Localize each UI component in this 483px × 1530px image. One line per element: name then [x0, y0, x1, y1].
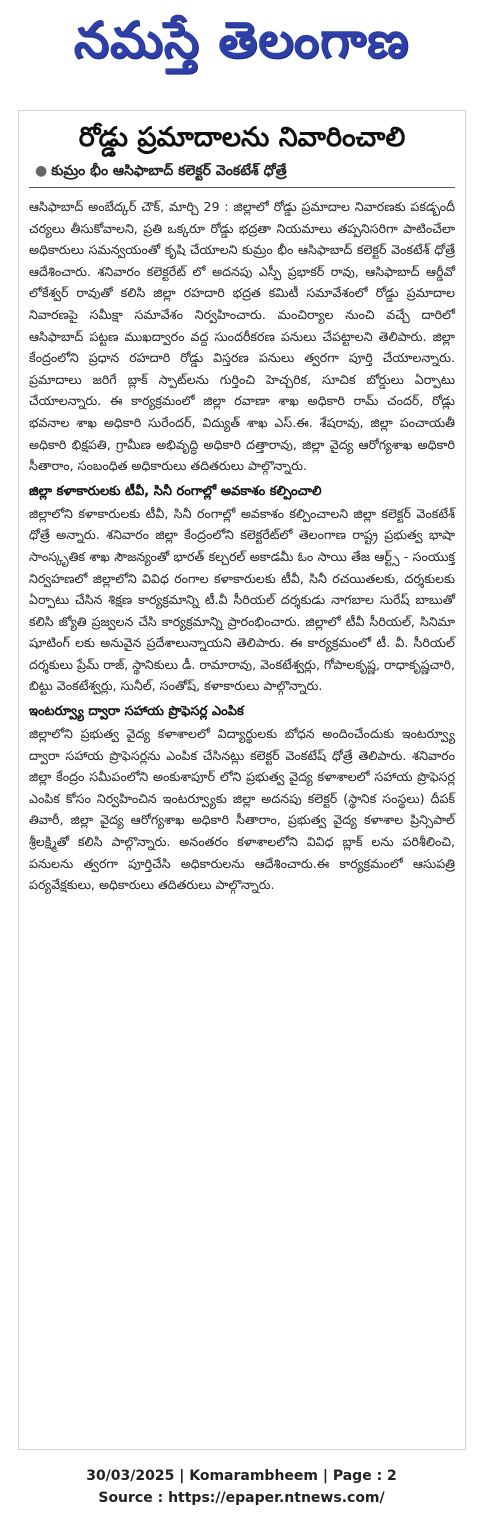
article-headline: రోడ్డు ప్రమాదాలను నివారించాలి — [78, 122, 406, 153]
bullet-icon: ● — [35, 163, 48, 179]
article-paragraph-2: జిల్లాలోని కళాకారులకు టీవీ, సినీ రంగాల్లో అవకాశం కల్పించాలని జిల్లా కలెక్టర్ వెంకటేశ్ ధోత్రే అన్నారు. శనివారం జిల్లా కేంద్రంలోని కలెక్టరేట్‌లో తెలంగాణ రాష్ట్ర ప్రభుత్వ భాషా సాంస్కృతిక శాఖ సౌజన్యంతో భారత్ కల్చరల్ అకాడమీ ఓం సాయి తేజ ఆర్ట్స్ - సంయుక్త నిర్వహణలో జిల్లాలోని వివిధ రంగాల కళాకారులకు టీవీ, సినీ రచయితలకు, దర్శకులకు ఏర్పాటు చేసిన శిక్షణ కార్యక్రమాన్ని టీ.వీ సీరియల్ దర్శకుడు నాగబాల సురేష్ బాబుతో కలిసి జ్యోతి ప్రజ్వలన చేసి కార్యక్రమాన్ని ప్రారంభించారు. జిల్లాలో టీవీ సీరియల్, సినిమా షూటింగ్ లకు అనువైన ప్రదేశాలున్నాయని తెలిపారు. ఈ కార్యక్రమంలో టీ. వీ. సీరియల్ దర్శకులు ప్రేమ్ రాజ్, స్థానికులు డీ. రామారావు, వెంకటేశ్వర్లు, గోపాలకృష్ణ, రాధాకృష్ణచారి, బిట్టు వెంకటేశ్వర్లు, సునీల్, సంతోష్, కళాకారులు పాల్గొన్నారు. — [29, 505, 455, 694]
article-paragraph-3: జిల్లాలోని ప్రభుత్వ వైద్య కళాశాలలో విద్యార్థులకు బోధన అందించేందుకు ఇంటర్వ్యూ ద్వారా సహాయ ప్రొఫెసర్లను ఎంపిక చేసినట్లు కలెక్టర్ వెంకటేష్ ధోత్రే తెలిపారు. శనివారం జిల్లా కేంద్రం సమీపంలోని అంకుశాపూర్ లోని ప్రభుత్వ వైద్య కళాశాలలో సహాయ ప్రొఫెసర్ల ఎంపిక కోసం నిర్వహించిన ఇంటర్వ్యూకు జిల్లా అదనపు కలెక్టర్ (స్థానిక సంస్థలు) దీపక్ తివారీ, జిల్లా వైద్య ఆరోగ్యశాఖ అధికారి సీతారాం, ప్రభుత్వ వైద్య కళాశాల ప్రిన్సిపాల్ శ్రీలక్ష్మితో కలిసి పాల్గొన్నారు. అనంతరం కళాశాలలోని వివిధ బ్లాక్ లను పరిశీలించి, పనులను త్వరగా పూర్తిచేసి అధికారులను ఆదేశించారు.ఈ కార్యక్రమంలో ఆసుపత్రి పర్యవేక్షకులు, అధికారులు తదితరులు పాల్గొన్నారు. — [29, 726, 455, 893]
masthead — [0, 0, 483, 92]
masthead-logo: నమస్తే తెలంగాణ — [73, 10, 410, 69]
article-paragraph-1: ఆసిఫాబాద్ అంబేద్కర్ చౌక్, మార్చి 29 : జిల్లాలో రోడ్డు ప్రమాదాల నివారణకు పకడ్బందీ చర్యలు తీసుకోవాలని, ప్రతి ఒక్కరూ రోడ్డు భద్రతా నియమాలు తప్పనిసరిగా పాటించేలా అధికారులు సమన్వయంతో కృషి చేయాలని కుమ్రం భీం ఆసిఫాబాద్ కలెక్టర్ వెంకటేశ్ ధోత్రే ఆదేశించారు. శనివారం కలెక్టరేట్ లో అదనపు ఎస్పీ ప్రభాకర్ రావు, ఆసిఫాబాద్ ఆర్డీవో లోకేశ్వర్ రావుతో కలిసి జిల్లా రహదారి భద్రత కమిటీ సమావేశంలో రోడ్డు ప్రమాదాల నివారణపై సమీక్షా సమావేశం నిర్వహించారు. మంచిర్యాల నుంచి వచ్చే దారిలో ఆసిఫాబాద్ పట్టణ ముఖద్వారం వద్ద సుందరీకరణ పనులు చేపట్టాలని తెలిపారు. జిల్లా కేంద్రంలోని ప్రధాన రహదారి రోడ్డు విస్తరణ పనులు త్వరగా పూర్తి చేయాలన్నారు. ప్రమాదాలు జరిగే బ్లాక్ స్పాట్‌లను గుర్తించి హెచ్చరిక, సూచిక బోర్డులు ఏర్పాటు చేయాలన్నారు. ఈ కార్యక్రమంలో జిల్లా రవాణా శాఖ అధికారి రామ్ చందర్, రోడ్లు భవనాల శాఖ అధికారి సురేందర్, విద్యుత్ శాఖ ఎస్.ఈ. శేషరావు, జిల్లా పంచాయతీ అధికారి భిక్షపతి, గ్రామీణ అభివృద్ధి అధికారి దత్తారావు, జిల్లా వైద్య ఆరోగ్యశాఖ అధికారి సీతారాం, సంబంధిత అధికారులు తదితరులు పాల్గొన్నారు. — [29, 199, 455, 474]
article-subhead — [35, 161, 465, 181]
footer-source: Source : https://epaper.ntnews.com/ — [98, 1490, 385, 1506]
news-clipping — [18, 110, 466, 1450]
section-title-tv-cinema: జిల్లా కళాకారులకు టీవీ, సినీ రంగాల్లో అవకాశం కల్పించాలి — [29, 483, 322, 499]
article-subhead-text: కుమ్రం భీం ఆసిఫాబాద్ కలెక్టర్ వెంకటేశ్ ధోత్రే — [51, 163, 287, 179]
divider — [29, 187, 455, 188]
section-title-professors: ఇంటర్వ్యూ ద్వారా సహాయ ప్రొఫెసర్ల ఎంపిక — [29, 704, 244, 720]
footer-date-page: 30/03/2025 | Komarambheem | Page : 2 — [86, 1468, 397, 1484]
